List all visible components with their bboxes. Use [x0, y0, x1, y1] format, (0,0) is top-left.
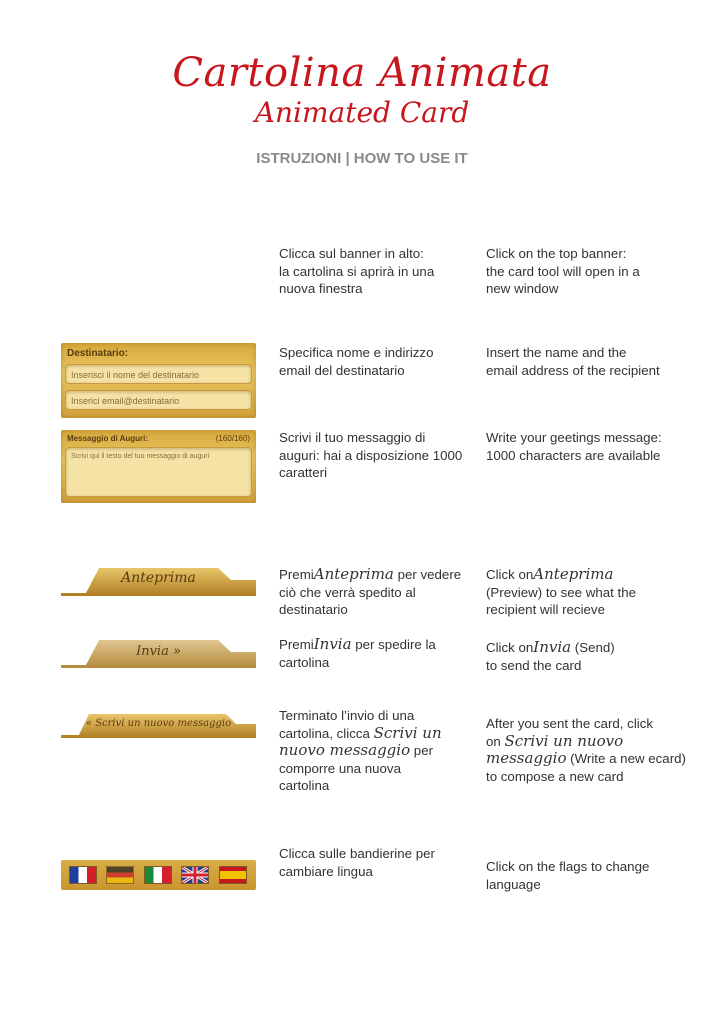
italy-flag-icon — [144, 866, 172, 884]
step6-en: After you sent the card, click on Scrivi un nuovo messaggio (Write a new ecard) to compose a new card — [486, 716, 686, 784]
step1-it: Clicca sul banner in alto: la cartolina si aprirà in una nuova finestra — [279, 246, 435, 296]
message-textarea: Scrivi qui il testo del tuo messaggio di auguri — [65, 447, 252, 497]
page-subtitle: Animated Card — [254, 96, 470, 129]
step7-it: Clicca sulle bandierine per cambiare lingua — [279, 846, 435, 879]
language-flags-image — [61, 860, 256, 890]
uk-flag-icon — [181, 866, 209, 884]
step2-en: Insert the name and the email address of the recipient — [486, 345, 660, 378]
send-tab-label: Invia » — [136, 644, 181, 659]
step7-en: Click on the flags to change language — [486, 859, 650, 892]
step5-en: Click onInvia (Send) to send the card — [486, 638, 615, 673]
preview-tab-label: Anteprima — [121, 570, 196, 586]
section-heading: ISTRUZIONI | HOW TO USE IT — [256, 150, 468, 167]
step4-it: PremiAnteprima per vedere ciò che verrà spedito al destinatario — [279, 565, 462, 617]
step1-en: Click on the top banner: the card tool will open in a new window — [486, 246, 640, 296]
preview-tab-image — [61, 566, 256, 594]
recipient-label: Destinatario: — [67, 348, 129, 359]
step3-en: Write your geetings message: 1000 characters are available — [486, 430, 662, 463]
step4-en: Click onAnteprima (Preview) to see what the recipient will recieve — [486, 565, 637, 617]
step3-it: Scrivi il tuo messaggio di auguri: hai a disposizione 1000 caratteri — [279, 430, 463, 480]
france-flag-icon — [69, 866, 97, 884]
new-message-tab-label: « Scrivi un nuovo messaggio — [85, 718, 232, 729]
germany-flag-icon — [106, 866, 134, 884]
message-counter: (160/160) — [215, 434, 250, 443]
send-tab-image — [61, 638, 256, 666]
step5-it: PremiInvia per spedire la cartolina — [279, 635, 436, 670]
page-title: Cartolina Animata — [172, 50, 552, 96]
spain-flag-icon — [219, 866, 247, 884]
step2-it: Specifica nome e indirizzo email del destinatario — [279, 345, 434, 378]
new-message-tab-image — [61, 712, 256, 736]
recipient-name-field: Inserisci il nome del destinatario — [65, 364, 252, 384]
message-form-image — [61, 430, 256, 503]
recipient-form-image — [61, 343, 256, 418]
recipient-email-field: Inserici email@destinatario — [65, 390, 252, 410]
step6-it: Terminato l’invio di una cartolina, clicca Scrivi un nuovo messaggio per comporre una nuova cartolina — [279, 708, 442, 793]
message-label: Messaggio di Auguri: — [67, 434, 149, 443]
